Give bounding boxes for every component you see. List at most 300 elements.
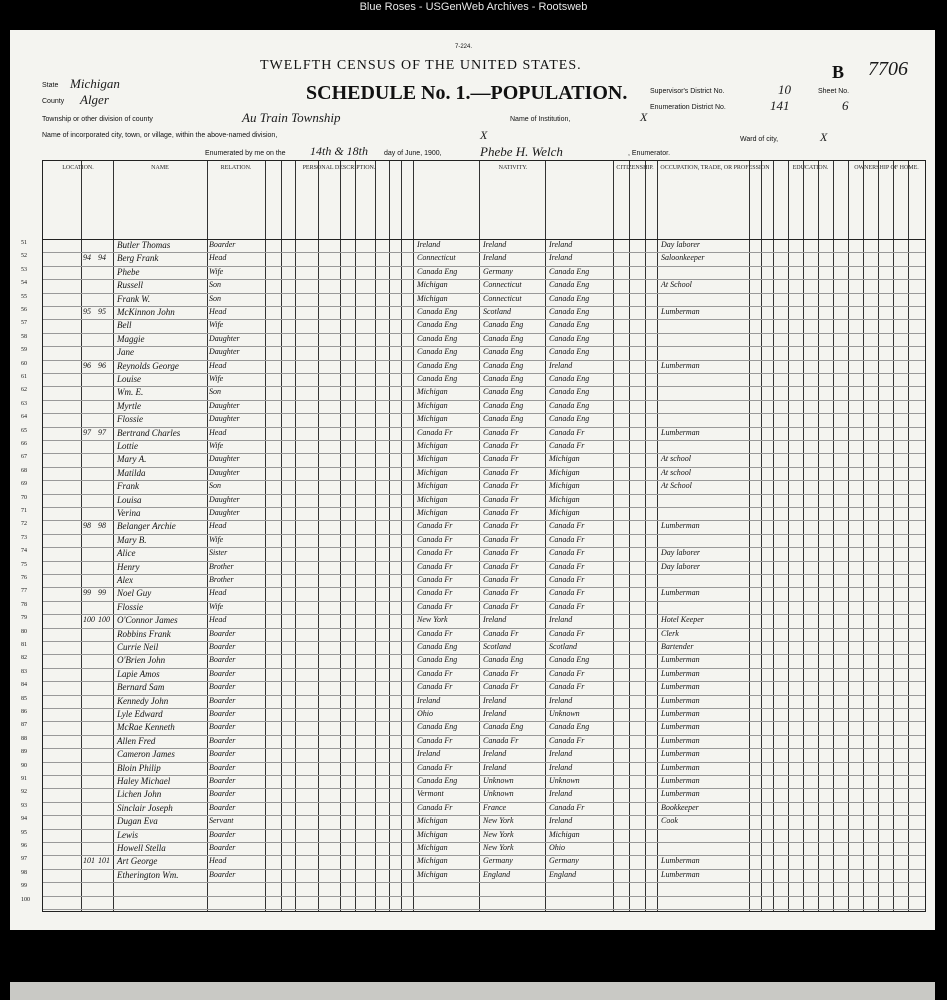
mother-birthplace: Ohio <box>549 843 565 852</box>
line-number: 70 <box>21 494 27 501</box>
mother-birthplace: Canada Eng <box>549 333 590 343</box>
occupation: Lumberman <box>661 749 700 759</box>
mother-birthplace: Canada Eng <box>549 293 590 303</box>
line-number: 64 <box>21 414 27 421</box>
person-name: Mary A. <box>117 454 147 465</box>
birthplace: Canada Eng <box>417 266 458 276</box>
father-birthplace: Canada Fr <box>483 481 519 491</box>
county-label: County <box>42 98 65 105</box>
mother-birthplace: Canada Fr <box>549 427 585 437</box>
supervisor-value: 10 <box>778 82 791 97</box>
birthplace: Canada Fr <box>417 735 453 745</box>
line-number: 60 <box>21 360 27 367</box>
father-birthplace: Germany <box>483 266 513 276</box>
relation: Daughter <box>209 494 240 504</box>
mother-birthplace: Canada Fr <box>549 534 585 544</box>
enumeration-value: 141 <box>770 98 790 113</box>
relation: Wife <box>209 320 224 330</box>
line-number: 88 <box>21 735 27 742</box>
mother-birthplace: Canada Eng <box>549 414 590 424</box>
relation: Brother <box>209 561 234 571</box>
person-name: Etherington Wm. <box>117 869 179 880</box>
relation: Boarder <box>209 802 236 812</box>
relation: Head <box>209 521 227 531</box>
mother-birthplace: Canada Fr <box>549 561 585 571</box>
line-number: 54 <box>21 280 27 287</box>
line-number: 97 <box>21 856 27 863</box>
father-birthplace: Canada Fr <box>483 508 519 517</box>
line-number: 93 <box>21 802 27 809</box>
father-birthplace: Connecticut <box>483 293 522 303</box>
birthplace: Michigan <box>417 454 448 464</box>
relation: Head <box>209 307 227 316</box>
person-name: Jane <box>117 347 134 358</box>
person-name: Bloin Philip <box>117 762 161 773</box>
mother-birthplace: Ireland <box>549 240 573 249</box>
mother-birthplace: Ireland <box>549 749 573 759</box>
enumeration-label: Enumeration District No. <box>650 104 726 111</box>
family-number: 94 <box>98 253 106 263</box>
relation: Wife <box>209 266 224 276</box>
birthplace: Ireland <box>417 695 441 705</box>
mother-birthplace: Canada Eng <box>549 280 590 290</box>
occupation: Lumberman <box>661 360 700 370</box>
relation: Boarder <box>209 843 236 852</box>
father-birthplace: Unknown <box>483 789 514 799</box>
person-name: Kennedy John <box>117 695 169 706</box>
name-heading: NAME <box>151 165 169 171</box>
birthplace: Canada Fr <box>417 534 453 544</box>
birthplace: Canada Eng <box>417 320 458 330</box>
occupation: Bartender <box>661 642 694 651</box>
line-number: 77 <box>21 588 27 595</box>
person-name: O'Brien John <box>117 655 166 666</box>
occupation-heading: OCCUPATION, TRADE, OR PROFESSION <box>660 165 770 171</box>
line-number: 69 <box>21 481 27 488</box>
birthplace: Michigan <box>417 816 448 826</box>
occupation: Lumberman <box>661 588 700 598</box>
person-name: Butler Thomas <box>117 240 171 250</box>
line-number: 86 <box>21 709 27 715</box>
line-number: 52 <box>21 253 27 260</box>
mother-birthplace: Canada Eng <box>549 347 590 357</box>
incorporated-value: X <box>480 128 488 142</box>
relation: Boarder <box>209 628 236 638</box>
mother-birthplace: Canada Fr <box>549 601 585 611</box>
father-birthplace: Canada Eng <box>483 320 524 330</box>
occupation: Lumberman <box>661 762 700 772</box>
line-number: 67 <box>21 454 27 461</box>
birthplace: Canada Eng <box>417 307 458 316</box>
father-birthplace: Canada Fr <box>483 628 519 638</box>
birthplace: Canada Eng <box>417 642 458 651</box>
population-table <box>21 160 926 912</box>
family-number: 101 <box>98 856 110 866</box>
relation-heading: RELATION. <box>220 165 252 171</box>
birthplace: Michigan <box>417 481 448 491</box>
line-number: 58 <box>21 333 27 340</box>
birthplace: Michigan <box>417 280 448 290</box>
occupation: Bookkeeper <box>661 802 699 812</box>
occupation: At School <box>661 280 692 290</box>
mother-birthplace: Michigan <box>549 454 580 464</box>
relation: Head <box>209 253 227 263</box>
relation: Daughter <box>209 414 240 424</box>
dwelling-number: 99 <box>83 588 91 598</box>
line-number: 62 <box>21 387 27 394</box>
occupation: Lumberman <box>661 722 700 732</box>
mother-birthplace: Canada Eng <box>549 266 590 276</box>
person-name: Bernard Sam <box>117 682 165 693</box>
person-name: Maggie <box>117 333 145 344</box>
father-birthplace: Canada Eng <box>483 722 524 732</box>
father-birthplace: Canada Fr <box>483 521 519 531</box>
education-heading: EDUCATION. <box>792 165 829 171</box>
person-name: Bertrand Charles <box>117 427 181 438</box>
dwelling-number: 101 <box>83 856 95 866</box>
relation: Daughter <box>209 454 240 464</box>
father-birthplace: Canada Fr <box>483 601 519 611</box>
person-name: Matilda <box>117 467 146 478</box>
row-line <box>43 882 925 883</box>
relation: Boarder <box>209 682 236 692</box>
person-name: Noel Guy <box>117 588 152 599</box>
nativity-heading: NATIVITY. <box>498 165 528 171</box>
birthplace: Michigan <box>417 400 448 410</box>
person-name: Cameron James <box>117 749 175 760</box>
birthplace: Canada Eng <box>417 374 458 383</box>
person-name: Louisa <box>117 494 142 505</box>
occupation: At school <box>661 454 691 464</box>
sheet-label: Sheet No. <box>818 88 850 95</box>
line-number: 94 <box>21 816 27 823</box>
relation: Head <box>209 360 227 370</box>
father-birthplace: Ireland <box>483 709 507 718</box>
relation: Head <box>209 856 227 866</box>
line-number: 89 <box>21 749 27 756</box>
person-name: Lewis <box>117 829 139 840</box>
relation: Daughter <box>209 467 240 477</box>
father-birthplace: Canada Eng <box>483 347 524 357</box>
birthplace: Michigan <box>417 508 448 517</box>
person-name: Belanger Archie <box>117 521 176 532</box>
father-birthplace: Canada Fr <box>483 668 519 678</box>
person-name: Phebe <box>117 266 140 277</box>
relation: Daughter <box>209 400 240 410</box>
occupation: Saloonkeeper <box>661 253 705 263</box>
birthplace: Michigan <box>417 441 448 450</box>
birthplace: Michigan <box>417 293 448 303</box>
mother-birthplace: Canada Eng <box>549 400 590 410</box>
person-name: Louise <box>117 374 142 384</box>
occupation: Lumberman <box>661 856 700 866</box>
father-birthplace: Canada Eng <box>483 374 524 383</box>
line-number: 80 <box>21 628 27 635</box>
line-number: 83 <box>21 668 27 675</box>
line-number: 59 <box>21 347 27 354</box>
person-name: Russell <box>117 280 143 291</box>
relation: Daughter <box>209 508 240 517</box>
relation: Son <box>209 293 221 303</box>
mother-birthplace: Canada Fr <box>549 735 585 745</box>
relation: Boarder <box>209 240 236 249</box>
father-birthplace: New York <box>483 816 514 826</box>
occupation: Day laborer <box>661 240 701 249</box>
relation: Daughter <box>209 347 240 357</box>
person-name: Reynolds George <box>117 360 179 371</box>
person-name: Lyle Edward <box>117 709 163 719</box>
line-number: 72 <box>21 521 27 528</box>
mother-birthplace: Canada Fr <box>549 668 585 678</box>
person-name: McKinnon John <box>117 307 175 317</box>
birthplace: Michigan <box>417 467 448 477</box>
father-birthplace: France <box>483 802 507 812</box>
relation: Wife <box>209 441 224 450</box>
line-number: 84 <box>21 682 27 689</box>
birthplace: Canada Fr <box>417 601 453 611</box>
birthplace: Connecticut <box>417 253 456 263</box>
relation: Head <box>209 615 227 625</box>
occupation: Lumberman <box>661 735 700 745</box>
person-name: Currie Neil <box>117 642 159 652</box>
mother-birthplace: Ireland <box>549 789 573 799</box>
father-birthplace: England <box>483 869 511 879</box>
relation: Boarder <box>209 655 236 665</box>
mother-birthplace: Canada Fr <box>549 628 585 638</box>
birthplace: Canada Fr <box>417 427 453 437</box>
mother-birthplace: Michigan <box>549 829 580 839</box>
line-number: 66 <box>21 441 27 447</box>
father-birthplace: Scotland <box>483 642 511 651</box>
mother-birthplace: Canada Fr <box>549 441 585 450</box>
father-birthplace: Canada Fr <box>483 441 519 450</box>
dwelling-number: 100 <box>83 615 95 625</box>
incorporated-label: Name of incorporated city, town, or village, within the above-named division, <box>42 132 278 139</box>
sheet-value: 6 <box>842 98 849 113</box>
line-number: 90 <box>21 762 27 769</box>
person-name: O'Connor James <box>117 615 178 626</box>
line-number: 96 <box>21 843 27 849</box>
occupation: Lumberman <box>661 776 700 785</box>
father-birthplace: New York <box>483 843 514 852</box>
relation: Boarder <box>209 642 236 651</box>
relation: Boarder <box>209 668 236 678</box>
family-number: 97 <box>98 427 106 437</box>
birthplace: Michigan <box>417 869 448 879</box>
mother-birthplace: Ireland <box>549 615 573 625</box>
occupation: Lumberman <box>661 869 700 879</box>
occupation: At School <box>661 481 692 491</box>
father-birthplace: Connecticut <box>483 280 522 290</box>
relation: Sister <box>209 548 228 558</box>
father-birthplace: Canada Fr <box>483 454 519 464</box>
father-birthplace: Canada Fr <box>483 427 519 437</box>
person-name: Dugan Eva <box>117 816 158 827</box>
occupation: Lumberman <box>661 521 700 531</box>
dwelling-number: 98 <box>83 521 91 531</box>
person-name: Flossie <box>117 601 143 612</box>
supervisor-label: Supervisor's District No. <box>650 88 725 95</box>
birthplace: Canada Fr <box>417 762 453 772</box>
person-name: Myrtle <box>117 400 141 411</box>
mother-birthplace: Michigan <box>549 494 580 504</box>
table-rows <box>21 239 925 911</box>
enumerated-dates: 14th & 18th <box>310 144 369 158</box>
birthplace: Ohio <box>417 709 433 718</box>
enumerator-label: , Enumerator. <box>628 150 671 157</box>
father-birthplace: Germany <box>483 856 513 866</box>
line-number: 79 <box>21 615 27 622</box>
line-number: 68 <box>21 467 27 474</box>
occupation: Lumberman <box>661 427 700 437</box>
relation: Servant <box>209 816 234 826</box>
line-number: 99 <box>21 883 27 890</box>
line-number: 91 <box>21 776 27 782</box>
occupation: Lumberman <box>661 668 700 678</box>
relation: Son <box>209 481 221 491</box>
line-number: 76 <box>21 575 27 581</box>
location-heading: LOCATION. <box>62 165 94 171</box>
line-number: 98 <box>21 869 27 876</box>
birthplace: Michigan <box>417 387 448 397</box>
relation: Son <box>209 387 221 397</box>
mother-birthplace: Michigan <box>549 467 580 477</box>
family-number: 99 <box>98 588 106 598</box>
mother-birthplace: England <box>549 869 577 879</box>
dwelling-number: 96 <box>83 360 91 370</box>
relation: Boarder <box>209 829 236 839</box>
birthplace: Michigan <box>417 829 448 839</box>
stamp-number: 7706 <box>868 58 908 80</box>
ward-value: X <box>820 130 828 144</box>
relation: Brother <box>209 575 234 584</box>
state-value: Michigan <box>70 76 120 91</box>
relation: Boarder <box>209 789 236 799</box>
window-title-bar <box>0 0 947 16</box>
mother-birthplace: Canada Eng <box>549 307 590 316</box>
sheet-letter: B <box>832 62 845 82</box>
birthplace: Michigan <box>417 843 448 852</box>
father-birthplace: Canada Eng <box>483 333 524 343</box>
line-number: 61 <box>21 374 27 380</box>
ward-label: Ward of city, <box>740 136 779 143</box>
mother-birthplace: Ireland <box>549 360 573 370</box>
occupation: Lumberman <box>661 655 700 665</box>
relation: Boarder <box>209 722 236 732</box>
relation: Boarder <box>209 869 236 879</box>
dwelling-number: 97 <box>83 427 91 437</box>
father-birthplace: Canada Fr <box>483 494 519 504</box>
person-name: Frank <box>117 481 139 492</box>
person-name: Alice <box>117 548 136 559</box>
mother-birthplace: Canada Fr <box>549 548 585 558</box>
ownership-heading: OWNERSHIP OF HOME. <box>854 165 919 171</box>
relation: Boarder <box>209 695 236 705</box>
relation: Boarder <box>209 735 236 745</box>
institution-label: Name of Institution, <box>510 116 571 123</box>
father-birthplace: Canada Fr <box>483 575 519 584</box>
person-name: Art George <box>117 856 158 867</box>
form-number: 7-224. <box>455 44 473 50</box>
birthplace: Canada Fr <box>417 802 453 812</box>
person-name: Haley Michael <box>117 776 171 786</box>
line-number: 57 <box>21 320 27 327</box>
township-label: Township or other division of county <box>42 116 153 123</box>
person-name: Flossie <box>117 414 143 425</box>
family-number: 98 <box>98 521 106 531</box>
relation: Boarder <box>209 776 236 785</box>
person-name: Alex <box>117 575 133 585</box>
township-value: Au Train Township <box>242 110 341 125</box>
line-number: 92 <box>21 789 27 796</box>
line-number: 95 <box>21 829 27 836</box>
line-number: 75 <box>21 561 27 568</box>
birthplace: Canada Fr <box>417 682 453 692</box>
person-name: Frank W. <box>117 293 151 304</box>
occupation: Lumberman <box>661 789 700 799</box>
census-sheet <box>10 30 935 930</box>
father-birthplace: Canada Fr <box>483 548 519 558</box>
father-birthplace: Ireland <box>483 253 507 263</box>
father-birthplace: Canada Eng <box>483 360 524 370</box>
occupation: Lumberman <box>661 709 700 718</box>
line-number: 74 <box>21 548 27 555</box>
father-birthplace: Ireland <box>483 749 507 759</box>
birthplace: Canada Eng <box>417 360 458 370</box>
person-name: Robbins Frank <box>117 628 171 639</box>
line-number: 82 <box>21 655 27 662</box>
person-name: Bell <box>117 320 132 331</box>
relation: Wife <box>209 601 224 611</box>
person-name: Lapie Amos <box>117 668 160 679</box>
next-page-strip <box>10 982 935 1000</box>
birthplace: Michigan <box>417 414 448 424</box>
birthplace: Canada Fr <box>417 628 453 638</box>
father-birthplace: Canada Fr <box>483 588 519 598</box>
mother-birthplace: Germany <box>549 856 579 866</box>
line-number: 100 <box>21 896 30 903</box>
birthplace: Canada Fr <box>417 561 453 571</box>
mother-birthplace: Scotland <box>549 642 577 651</box>
relation: Wife <box>209 534 224 544</box>
father-birthplace: Canada Eng <box>483 400 524 410</box>
birthplace: Canada Eng <box>417 722 458 732</box>
institution-value: X <box>640 110 648 124</box>
line-number: 71 <box>21 508 27 514</box>
birthplace: Ireland <box>417 240 441 249</box>
enumerated-label: Enumerated by me on the <box>205 150 286 157</box>
occupation: Hotel Keeper <box>661 615 704 625</box>
occupation: Clerk <box>661 628 679 638</box>
person-name: McRae Kenneth <box>117 722 175 733</box>
father-birthplace: Unknown <box>483 776 514 785</box>
relation: Daughter <box>209 333 240 343</box>
birthplace: Michigan <box>417 856 448 866</box>
line-number: 53 <box>21 266 27 273</box>
dwelling-number: 95 <box>83 307 91 316</box>
person-name: Henry <box>117 561 140 572</box>
enumerator-name: Phebe H. Welch <box>480 144 563 159</box>
father-birthplace: Ireland <box>483 695 507 705</box>
relation: Boarder <box>209 749 236 759</box>
mother-birthplace: Unknown <box>549 776 580 785</box>
birthplace: Canada Eng <box>417 333 458 343</box>
father-birthplace: Canada Fr <box>483 735 519 745</box>
birthplace: Ireland <box>417 749 441 759</box>
mother-birthplace: Canada Eng <box>549 722 590 732</box>
father-birthplace: Scotland <box>483 307 511 316</box>
mother-birthplace: Canada Fr <box>549 575 585 584</box>
